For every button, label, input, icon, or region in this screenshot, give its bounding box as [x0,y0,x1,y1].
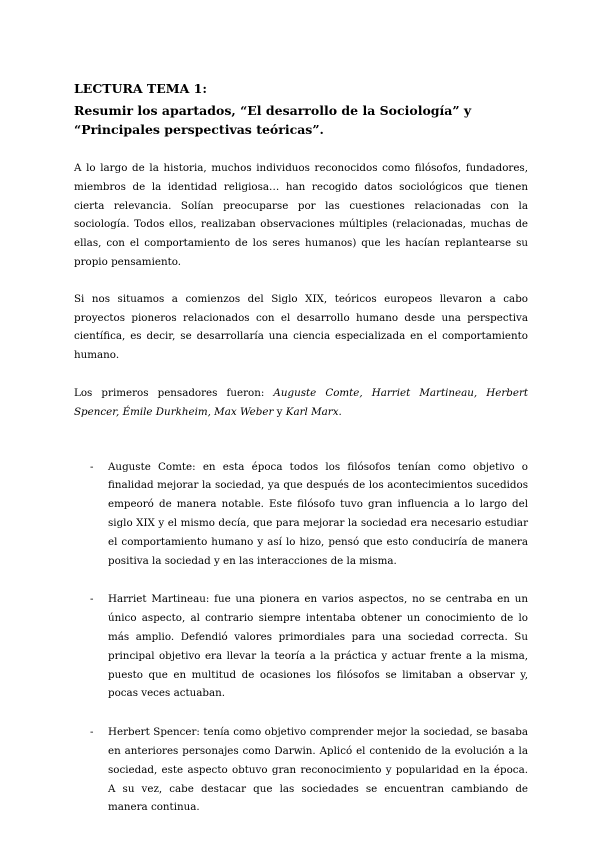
list-item-comte [74,458,528,571]
list-dash: - [90,726,94,739]
list-dash: - [90,593,94,606]
list-item-text: Harriet Martineau: fue una pionera en varios aspectos, no se centraba en un único aspecto, al contrario siempre intentaba obtener un conocimiento de lo más amplio. Defendió valores primordiales para una sociedad correcta. Su principal objetivo era llevar la teoría a la práctica y actuar frente a la misma, puesto que en multitud de ocasiones los filósofos se limitaban a observar y, pocas veces actuaban. [108,593,528,700]
list-item-text: Auguste Comte: en esta época todos los filósofos tenían como objetivo o finalidad mejorar la sociedad, ya que después de los acontecimientos sucedidos empeoró de manera notable. Este filósofo tuvo gran influencia a lo largo del siglo XIX y el mismo decía, que para mejorar la sociedad era necesario estudiar el comportamiento humano y así lo hizo, pensó que esto conduciría de manera positiva la sociedad y en las interacciones de la misma. [108,460,528,567]
list-item-text: Herbert Spencer: tenía como objetivo comprender mejor la sociedad, se basaba en anteriores personajes como Darwin. Aplicó el contenido de la evolución a la sociedad, este aspecto obtuvo gran reconocimiento y popularidad en la época. A su vez, cabe destacar que las sociedades se encuentran cambiando de manera continua. [108,726,528,814]
list-item-spencer [74,723,528,817]
document-subtitle: Resumir los apartados, “El desarrollo de la Sociología” y “Principales perspectivas teóricas”. [74,103,472,137]
pioneers-last-name: Karl Marx [285,405,339,418]
paragraph-nineteenth-century: Si nos situamos a comienzos del Siglo XIX, teóricos europeos llevaron a cabo proyectos pioneros relacionados con el desarrollo humano desde una perspectiva científica, es decir, se desarrollaría una ciencia especializada en el comportamiento humano. [74,292,528,362]
list-item-martineau [74,590,528,703]
pioneers-intro: Los primeros pensadores fueron: [74,386,274,399]
pioneers-connector: y [273,405,286,418]
paragraph-pioneers [74,384,528,422]
paragraph-history: A lo largo de la historia, muchos individuos reconocidos como filósofos, fundadores, miembros de la identidad religiosa… han recogido datos sociológicos que tienen cierta relevancia. Solían preocuparse por las cuestiones relacionadas con la sociología. Todos ellos, realizaban observaciones múltiples (relacionadas, muchas de ellas, con el comportamiento de los seres humanos) que les hacían replantearse su propio pensamiento. [74,162,528,268]
list-dash: - [90,460,94,473]
pioneers-names: Auguste Comte, Harriet Martineau, Herbert Spencer, Émile Durkheim, Max Weber [74,386,529,418]
pioneers-list [74,458,528,818]
pioneers-end: . [338,405,342,418]
document-title: LECTURA TEMA 1: [74,81,207,96]
